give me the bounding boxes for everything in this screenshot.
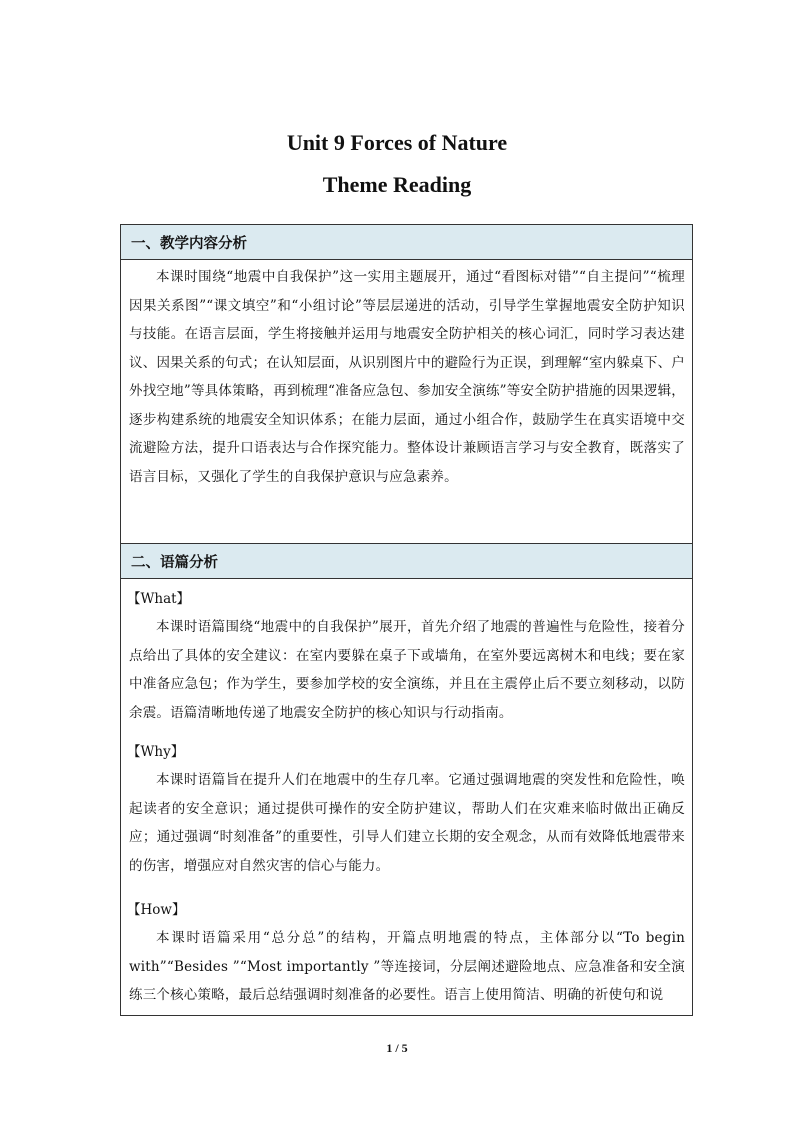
how-paragraph: 本课时语篇采用“总分总”的结构，开篇点明地震的特点，主体部分以“To begin with”“Besides ”“Most importantly ”等连接词，分层阐述避险地点、应急准备和安全演练三个核心策略，最后总结强调时刻准备的必要性。语言上使用简洁、明确的祈使句和说 — [129, 930, 685, 1003]
document-title: Unit 9 Forces of Nature — [286, 130, 508, 155]
why-label: 【Why】 — [127, 744, 185, 760]
lesson-table — [120, 224, 693, 1016]
how-label: 【How】 — [127, 902, 186, 918]
content-analysis-paragraph: 本课时围绕“地震中自我保护”这一实用主题展开，通过“看图标对错”“自主提问”“梳理因果关系图”“课文填空”和“小组讨论”等层层递进的活动，引导学生掌握地震安全防护知识与技能。在语言层面，学生将接触并运用与地震安全防护相关的核心词汇，同时学习表达建议、因果关系的句式；在认知层面，从识别图片中的避险行为正误，到理解“室内躲桌下、户外找空地”等具体策略，再到梳理“准备应急包、参加安全演练”等安全防护措施的因果逻辑，逐步构建系统的地震安全知识体系；在能力层面，通过小组合作，鼓励学生在真实语境中交流避险方法，提升口语表达与合作探究能力。整体设计兼顾语言学习与安全教育，既落实了语言目标，又强化了学生的自我保护意识与应急素养。 — [129, 269, 685, 485]
section-heading-text-analysis: 二、语篇分析 — [121, 543, 692, 579]
page-number: 1 / 5 — [386, 1041, 408, 1055]
document-subtitle: Theme Reading — [322, 172, 472, 197]
what-paragraph: 本课时语篇围绕“地震中的自我保护”展开，首先介绍了地震的普遍性与危险性，接着分点给出了具体的安全建议：在室内要躲在桌子下或墙角，在室外要远离树木和电线；要在家中准备应急包；作为学生，要参加学校的安全演练，并且在主震停止后不要立刻移动，以防余震。语篇清晰地传递了地震安全防护的核心知识与行动指南。 — [129, 619, 685, 721]
section-heading-content-analysis: 一、教学内容分析 — [121, 225, 692, 260]
why-paragraph: 本课时语篇旨在提升人们在地震中的生存几率。它通过强调地震的突发性和危险性，唤起读者的安全意识；通过提供可操作的安全防护建议，帮助人们在灾难来临时做出正确反应；通过强调“时刻准备”的重要性，引导人们建立长期的安全观念，从而有效降低地震带来的伤害，增强应对自然灾害的信心与能力。 — [129, 772, 685, 874]
what-label: 【What】 — [127, 591, 191, 607]
